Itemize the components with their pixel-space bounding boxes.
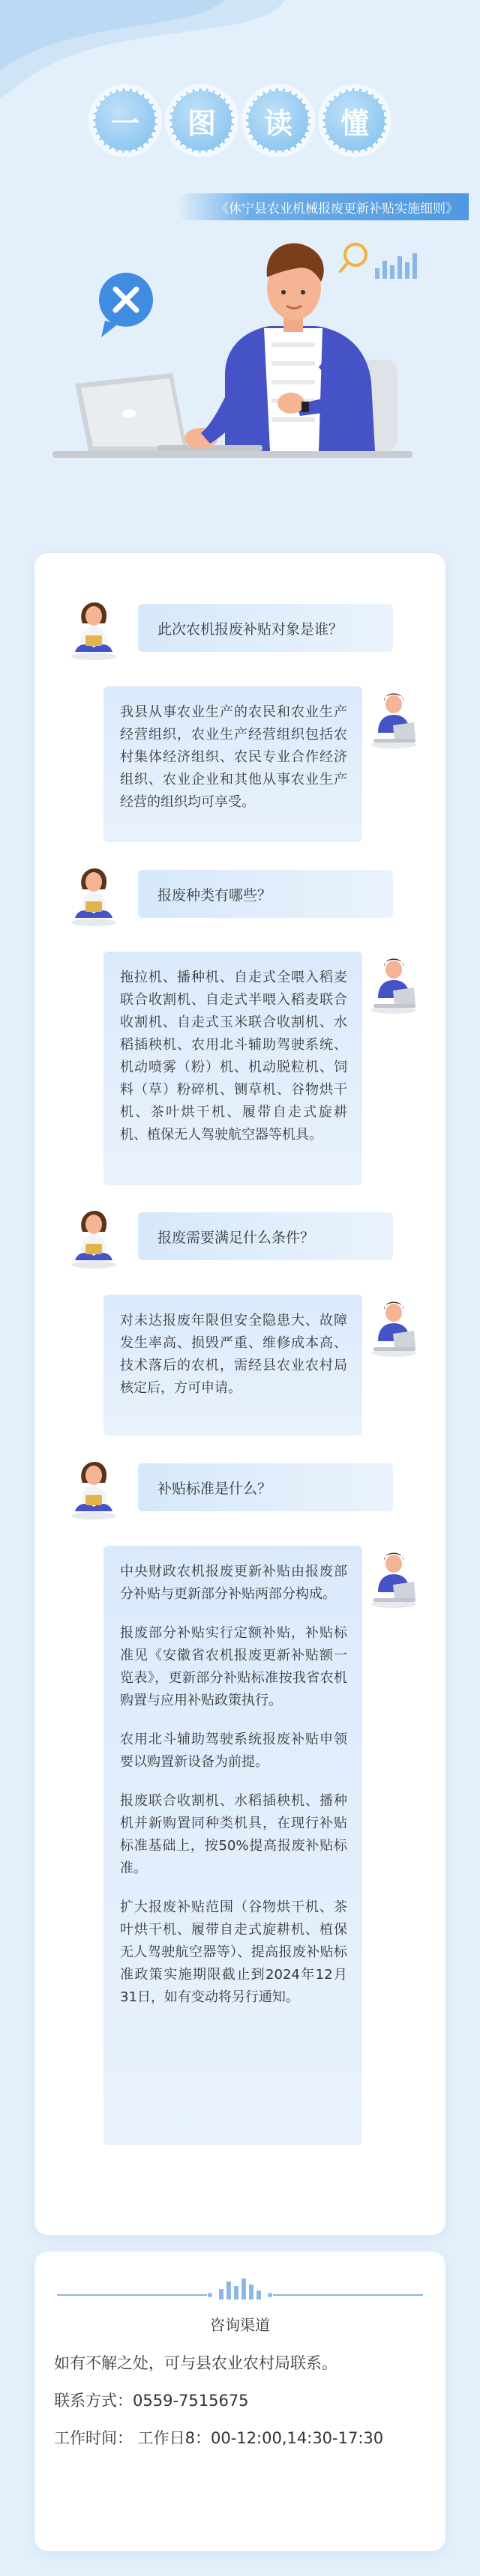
title-char: 懂 — [322, 88, 387, 153]
man-laptop-avatar-icon — [368, 686, 420, 749]
title-char: 图 — [170, 88, 234, 153]
contact-card — [34, 2252, 446, 2551]
woman-reading-avatar-icon — [68, 1457, 120, 1520]
contact-heading: 咨询渠道 — [210, 2316, 270, 2334]
question-bubble: 报废需要满足什么条件？ — [138, 1212, 393, 1260]
title-char: 一 — [93, 88, 158, 153]
analytics-icon — [340, 244, 417, 279]
man-laptop-avatar-icon — [368, 1546, 420, 1609]
answer-paragraph: 报废联合收割机、水稻插秧机、播种机并新购置同种类机具，在现行补贴标准基础上，按50%提高报废补贴标准。 — [120, 1793, 347, 1876]
qa-card — [34, 553, 446, 2235]
man-laptop-avatar-icon — [368, 1295, 420, 1358]
answer-bubble — [104, 1546, 362, 2145]
divider-bars-icon — [57, 2274, 423, 2304]
hero-banner — [0, 0, 480, 524]
close-bubble-icon — [99, 273, 153, 337]
answer-text: 对未达报废年限但安全隐患大、故障发生率高、损毁严重、维修成本高、技术落后的农机，需经县农业农村局核定后，方可申请。 — [120, 1313, 347, 1396]
answer-bubble — [104, 952, 362, 1185]
answer-text: 拖拉机、播种机、自走式全喂入稻麦联合收割机、自走式半喂入稻麦联合收割机、自走式玉米联合收割机、水稻插秧机、农用北斗辅助驾驶系统、机动喷雾（粉）机、机动脱粒机、饲料（草）粉碎机、铡草机、谷物烘干机、茶叶烘干机、履带自走式旋耕机、植保无人驾驶航空器等机具。 — [120, 970, 347, 1143]
answer-paragraph: 报废部分补贴实行定额补贴，补贴标准见《安徽省农机报废更新补贴额一览表》，更新部分补贴标准按我省农机购置与应用补贴政策执行。 — [120, 1625, 347, 1708]
question-bubble: 此次农机报废补贴对象是谁？ — [138, 604, 393, 652]
woman-reading-avatar-icon — [68, 1206, 120, 1269]
working-hours: 工作时间： 工作日8：00-12:00,14:30-17:30 — [54, 2429, 384, 2447]
question-bubble: 补贴标准是什么？ — [138, 1463, 393, 1511]
answer-paragraph: 农用北斗辅助驾驶系统报废补贴申领要以购置新设备为前提。 — [120, 1732, 347, 1770]
woman-reading-avatar-icon — [68, 864, 120, 927]
man-with-laptop-illustration — [0, 225, 480, 472]
document-subtitle: 《休宁县农业机械报废更新补贴实施细则》 — [176, 193, 469, 220]
answer-bubble — [104, 1295, 362, 1436]
answer-paragraph: 扩大报废补贴范围（谷物烘干机、茶叶烘干机、履带自走式旋耕机、植保无人驾驶航空器等）、提高报废补贴标准政策实施期限截止到2024年12月31日，如有变动将另行通知。 — [120, 1899, 347, 2005]
question-bubble: 报废种类有哪些？ — [138, 870, 393, 918]
woman-reading-avatar-icon — [68, 598, 120, 661]
title-char: 读 — [246, 88, 310, 153]
title-circles — [0, 88, 480, 153]
man-laptop-avatar-icon — [368, 952, 420, 1015]
answer-text: 我县从事农业生产的农民和农业生产经营组织，农业生产经营组织包括农村集体经济组织、农民专业合作经济组织、农业企业和其他从事农业生产经营的组织均可享受。 — [120, 704, 347, 810]
contact-intro: 如有不解之处，可与县农业农村局联系。 — [54, 2354, 338, 2372]
answer-bubble — [104, 686, 362, 842]
answer-paragraph: 中央财政农机报废更新补贴由报废部分补贴与更新部分补贴两部分构成。 — [120, 1564, 347, 1602]
contact-phone: 联系方式：0559-7515675 — [54, 2392, 249, 2410]
